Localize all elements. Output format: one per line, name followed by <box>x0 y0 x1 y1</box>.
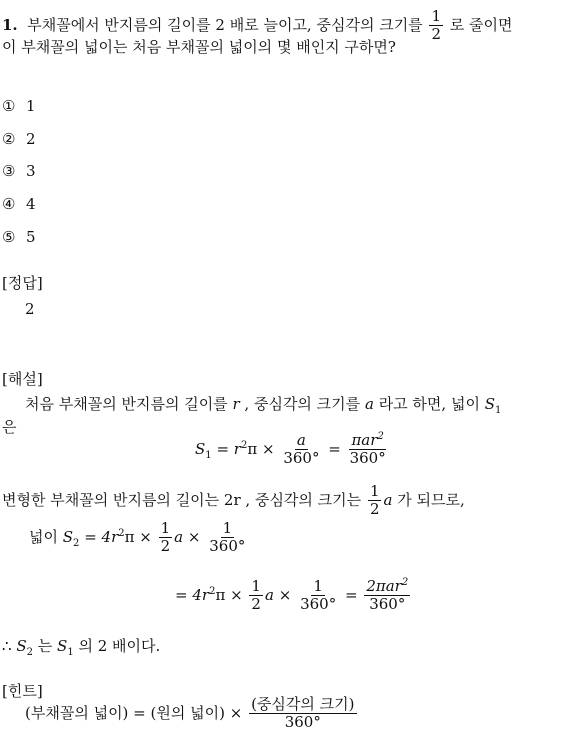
fraction-numerator: 1 <box>369 482 380 500</box>
fraction-denominator: 360° <box>284 713 321 732</box>
option-mark: ⑤ <box>2 228 16 246</box>
option-1[interactable] <box>2 97 36 115</box>
answer-value: 2 <box>25 300 35 318</box>
question-text-1b: 로 줄이면 <box>449 15 513 34</box>
hint-header: [힌트] <box>2 682 43 700</box>
fraction-denominator: 2 <box>431 25 441 44</box>
option-4[interactable] <box>2 195 36 213</box>
fraction-denominator: 360° <box>300 595 337 614</box>
var-s1: S <box>195 439 206 458</box>
subscript: 2 <box>73 537 80 549</box>
fraction-numerator: 1 <box>160 519 171 537</box>
answer-header: [정답] <box>2 274 43 292</box>
option-value: 5 <box>26 228 36 246</box>
equation-s2-continued: = $4r^2\pi$ × $\frac{1}{2}$ a × $\frac{1}{360^\circ}$ = $\frac{2\pi ar^2}{360^\circ}$ <box>175 577 409 614</box>
fraction-2pi-a-r2-over-360 <box>364 578 410 614</box>
fraction-half <box>368 483 382 519</box>
explanation-text: 가 되므로, <box>397 490 465 509</box>
fraction-numerator: 1 <box>251 577 261 595</box>
question-number: 1. <box>2 15 18 34</box>
subscript: 1 <box>495 405 502 416</box>
fraction-numerator: 1 <box>313 577 323 595</box>
explanation-text: 변형한 부채꼴의 반지름의 길이는 2r , 중심각의 크기는 <box>2 490 362 509</box>
equation-s2 <box>29 520 249 556</box>
var-s1: S <box>484 395 495 413</box>
question-fraction <box>429 8 443 44</box>
fraction-numerator: (중심각의 크기) <box>251 695 355 713</box>
option-value: 2 <box>26 130 36 148</box>
therefore-sign: ∴ <box>2 637 12 655</box>
var-a: a <box>264 585 274 604</box>
explanation-text: 의 2 배이다. <box>78 637 161 655</box>
subscript: 1 <box>205 449 212 461</box>
eq-term: = 4r <box>175 585 210 604</box>
option-mark: ① <box>2 97 16 115</box>
hint-fraction <box>249 696 356 732</box>
fraction-denominator: 2 <box>369 500 380 519</box>
fraction-denominator: 2 <box>160 537 171 556</box>
superscript: 2 <box>209 585 216 597</box>
fraction-denominator: 360° <box>283 449 320 468</box>
superscript: 2 <box>377 431 384 442</box>
eq-term: π × <box>215 585 243 604</box>
fraction-1-over-360 <box>207 520 247 556</box>
var-a: a <box>383 490 393 509</box>
superscript: 2 <box>240 439 248 451</box>
explanation-header: [해설] <box>2 370 43 388</box>
explanation-line-1 <box>25 393 501 414</box>
explanation-text: , 중심각의 크기를 <box>244 395 361 413</box>
option-mark: ③ <box>2 162 16 180</box>
explanation-line-4 <box>2 483 465 519</box>
explanation-text: 는 <box>37 637 53 655</box>
subscript: 1 <box>67 647 74 658</box>
fraction-numerator: 1 <box>431 7 441 25</box>
question-text-1: 부채꼴에서 반지름의 길이를 2 배로 늘이고, 중심각의 크기를 <box>27 15 423 34</box>
fraction-half <box>249 578 263 614</box>
hint-formula <box>25 696 359 732</box>
var-r: r <box>232 395 240 413</box>
var-s2: S <box>62 527 74 546</box>
option-value: 3 <box>26 162 36 180</box>
fraction-numerator: a <box>296 431 306 449</box>
eq-term: πar <box>351 431 378 449</box>
eq-term: 2πar <box>366 577 402 595</box>
superscript: 2 <box>118 527 125 539</box>
explanation-line-2: 은 <box>2 418 17 436</box>
fraction-denominator: 360° <box>369 595 406 614</box>
times-sign: × <box>278 585 292 604</box>
fraction-denominator: 2 <box>251 595 261 614</box>
option-value: 1 <box>26 97 36 115</box>
var-a: a <box>174 527 184 546</box>
fraction-pi-a-r2-over-360 <box>348 432 388 468</box>
option-mark: ④ <box>2 195 16 213</box>
fraction-numerator <box>349 432 385 450</box>
question-text-2: 이 부채꼴의 넓이는 처음 부채꼴의 넓이의 몇 배인지 구하면? <box>2 38 396 56</box>
fraction-numerator: 1 <box>222 519 233 537</box>
superscript: 2 <box>401 577 409 588</box>
fraction-1-over-360 <box>298 578 338 614</box>
var-a: a <box>364 395 374 413</box>
area-label: 넓이 <box>29 527 58 546</box>
eq-term: π × <box>247 439 275 458</box>
subscript: 2 <box>26 647 33 658</box>
times-sign: × <box>187 527 201 546</box>
option-5[interactable] <box>2 228 36 246</box>
option-value: 4 <box>26 195 36 213</box>
hint-text: (부채꼴의 넓이) = (원의 넓이) × <box>25 703 243 722</box>
eq-term: π × <box>124 527 152 546</box>
eq-term: = 4r <box>84 527 119 546</box>
var-s1: S <box>57 637 68 655</box>
fraction-denominator: 360° <box>349 449 386 468</box>
conclusion-line <box>2 635 160 656</box>
option-2[interactable] <box>2 130 36 148</box>
explanation-text: 처음 부채꼴의 반지름의 길이를 <box>25 395 228 413</box>
option-3[interactable] <box>2 162 36 180</box>
equation-s1: $S_1 = r^2\pi$ × $\frac{a}{360^\circ}$ = $\frac{\pi ar^2}{360^\circ}$ <box>195 431 386 468</box>
option-mark: ② <box>2 130 16 148</box>
fraction-denominator: 360° <box>209 537 246 556</box>
fraction-numerator <box>364 578 410 596</box>
eq-term: = r <box>216 439 241 458</box>
explanation-text: 라고 하면, 넓이 <box>378 395 480 413</box>
fraction-a-over-360 <box>281 432 321 468</box>
var-s2: S <box>16 637 27 655</box>
fraction-half <box>159 520 173 556</box>
